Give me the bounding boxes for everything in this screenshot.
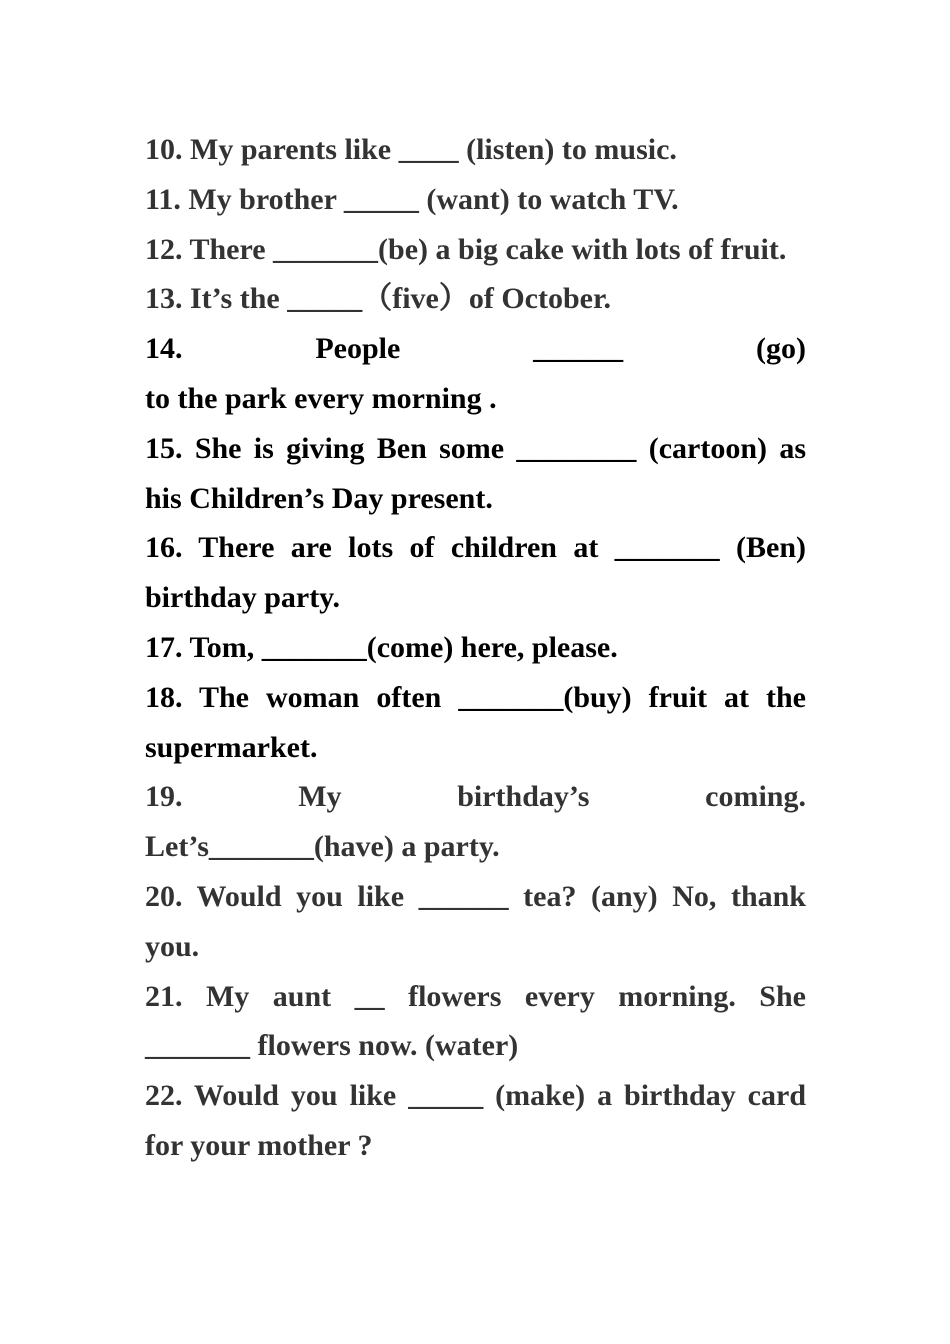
question-22: 22. Would you like _____ (make) a birthday card for your mother ?: [145, 1079, 806, 1162]
question-16: 16. There are lots of children at _______ (Ben) birthday party.: [145, 531, 806, 615]
question-18: 18. The woman often _______(buy) fruit at the supermarket.: [145, 680, 806, 764]
question-14-line-1: 14. People ______ (go): [145, 332, 806, 366]
question-11: 11. My brother _____ (want) to watch TV.: [145, 182, 679, 216]
question-12: 12. There _______(be) a big cake with lots of fruit.: [145, 232, 787, 266]
question-20: 20. Would you like ______ tea? (any) No, thank you.: [145, 879, 806, 963]
question-19-line-1: 19. My birthday’s coming.: [145, 780, 806, 814]
question-15: 15. She is giving Ben some ________ (cartoon) as his Children’s Day present.: [145, 431, 806, 515]
exercise-page: [145, 125, 806, 1171]
question-14-line-2: to the park every morning .: [145, 381, 497, 415]
question-17: 17. Tom, _______(come) here, please.: [145, 630, 618, 664]
question-10: 10. My parents like ____ (listen) to music.: [145, 133, 677, 166]
question-21: 21. My aunt __ flowers every morning. She _______ flowers now. (water): [145, 979, 806, 1063]
question-19-line-2: Let’s_______(have) a party.: [145, 830, 500, 864]
question-13: 13. It’s the _____（five）of October.: [145, 282, 612, 316]
